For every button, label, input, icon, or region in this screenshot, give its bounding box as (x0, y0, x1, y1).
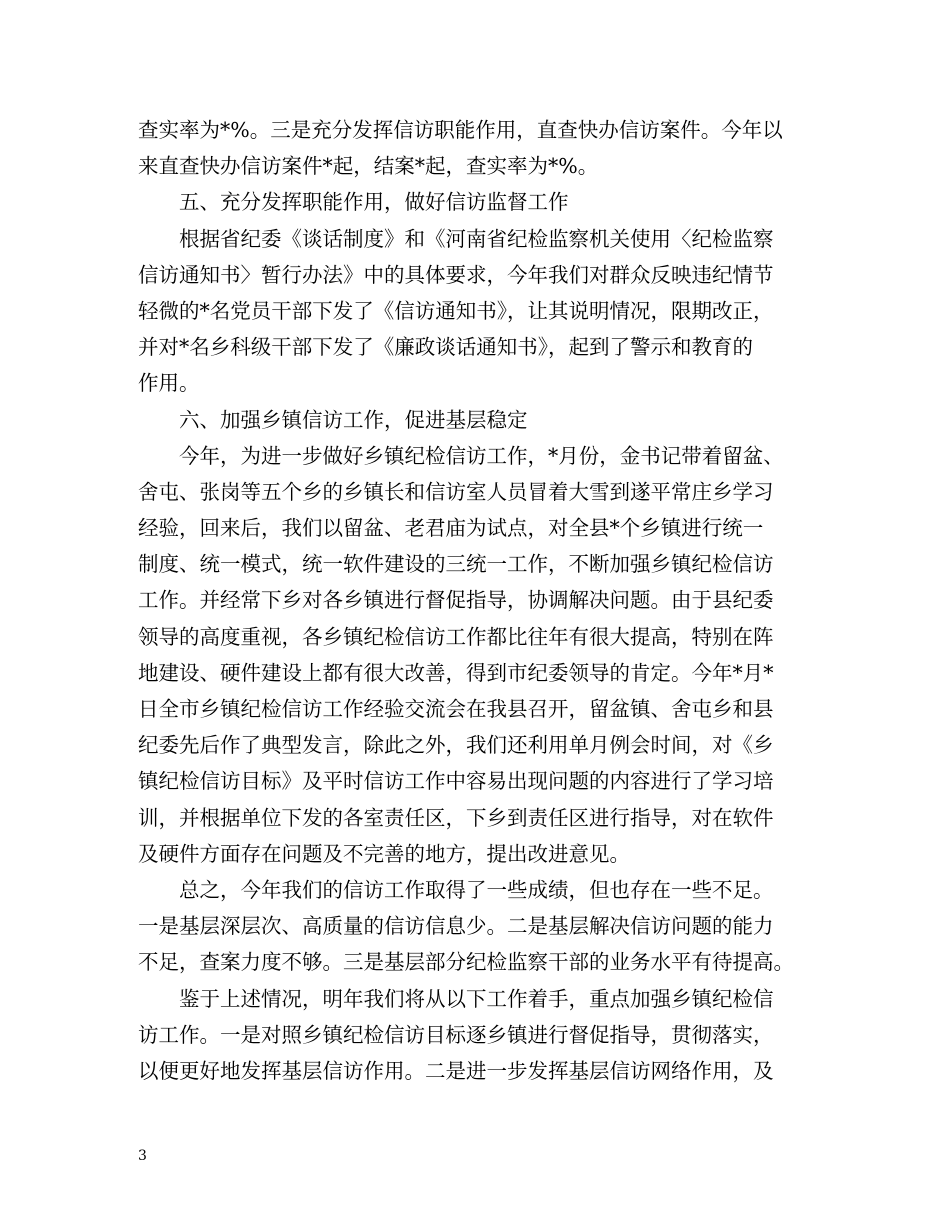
text-line: 训，并根据单位下发的各室责任区，下乡到责任区进行指导，对在软件 (138, 805, 774, 830)
text-line: 制度、统一模式，统一软件建设的三统一工作，不断加强乡镇纪检信访 (138, 552, 774, 577)
text-line: 以便更好地发挥基层信访作用。二是进一步发挥基层信访网络作用，及 (138, 1058, 774, 1083)
text-line: 轻微的*名党员干部下发了《信访通知书》，让其说明情况，限期改正， (138, 298, 774, 323)
text-line: 纪委先后作了典型发言，除此之外，我们还利用单月例会时间，对《乡 (138, 733, 774, 758)
text-line: 查实率为*%。三是充分发挥信访职能作用，直查快办信访案件。今年以 (138, 118, 783, 142)
document-body (138, 112, 818, 1089)
text-line: 及硬件方面存在问题及不完善的地方，提出改进意见。 (138, 841, 630, 866)
text-line: 镇纪检信访目标》及平时信访工作中容易出现问题的内容进行了学习培 (138, 769, 774, 794)
text-line: 根据省纪委《谈话制度》和《河南省纪检监察机关使用〈纪检监察 (179, 226, 774, 251)
text-line: 工作。并经常下乡对各乡镇进行督促指导，协调解决问题。由于县纪委 (138, 588, 774, 613)
text-line: 地建设、硬件建设上都有很大改善，得到市纪委领导的肯定。今年*月* (138, 660, 774, 685)
text-line: 访工作。一是对照乡镇纪检信访目标逐乡镇进行督促指导，贯彻落实， (138, 1022, 774, 1047)
text-line: 六、加强乡镇信访工作，促进基层稳定 (179, 407, 528, 432)
text-line: 作用。 (138, 371, 200, 396)
text-line: 今年，为进一步做好乡镇纪检信访工作，*月份，金书记带着留盆、 (179, 443, 784, 468)
text-line: 并对*名乡科级干部下发了《廉政谈话通知书》，起到了警示和教育的 (138, 335, 753, 360)
text-line: 不足，查案力度不够。三是基层部分纪检监察干部的业务水平有待提高。 (138, 950, 794, 975)
page-number: 3 (138, 1148, 147, 1164)
text-line: 来直查快办信访案件*起，结案*起，查实率为*%。 (138, 154, 599, 179)
text-line: 舍屯、张岗等五个乡的乡镇长和信访室人员冒着大雪到遂平常庄乡学习 (138, 479, 774, 504)
text-line: 五、充分发挥职能作用，做好信访监督工作 (179, 190, 569, 215)
text-line: 经验，回来后，我们以留盆、老君庙为试点，对全县*个乡镇进行统一 (138, 516, 764, 541)
text-line: 鉴于上述情况，明年我们将从以下工作着手，重点加强乡镇纪检信 (179, 986, 774, 1011)
text-line: 信访通知书〉暂行办法》中的具体要求，今年我们对群众反映违纪情节 (138, 262, 774, 287)
text-line: 总之，今年我们的信访工作取得了一些成绩，但也存在一些不足。 (179, 877, 774, 902)
text-line: 日全市乡镇纪检信访工作经验交流会在我县召开，留盆镇、舍屯乡和县 (138, 697, 774, 721)
text-line: 一是基层深层次、高质量的信访信息少。二是基层解决信访问题的能力 (138, 914, 774, 939)
text-line: 领导的高度重视，各乡镇纪检信访工作都比往年有很大提高，特别在阵 (138, 624, 774, 649)
